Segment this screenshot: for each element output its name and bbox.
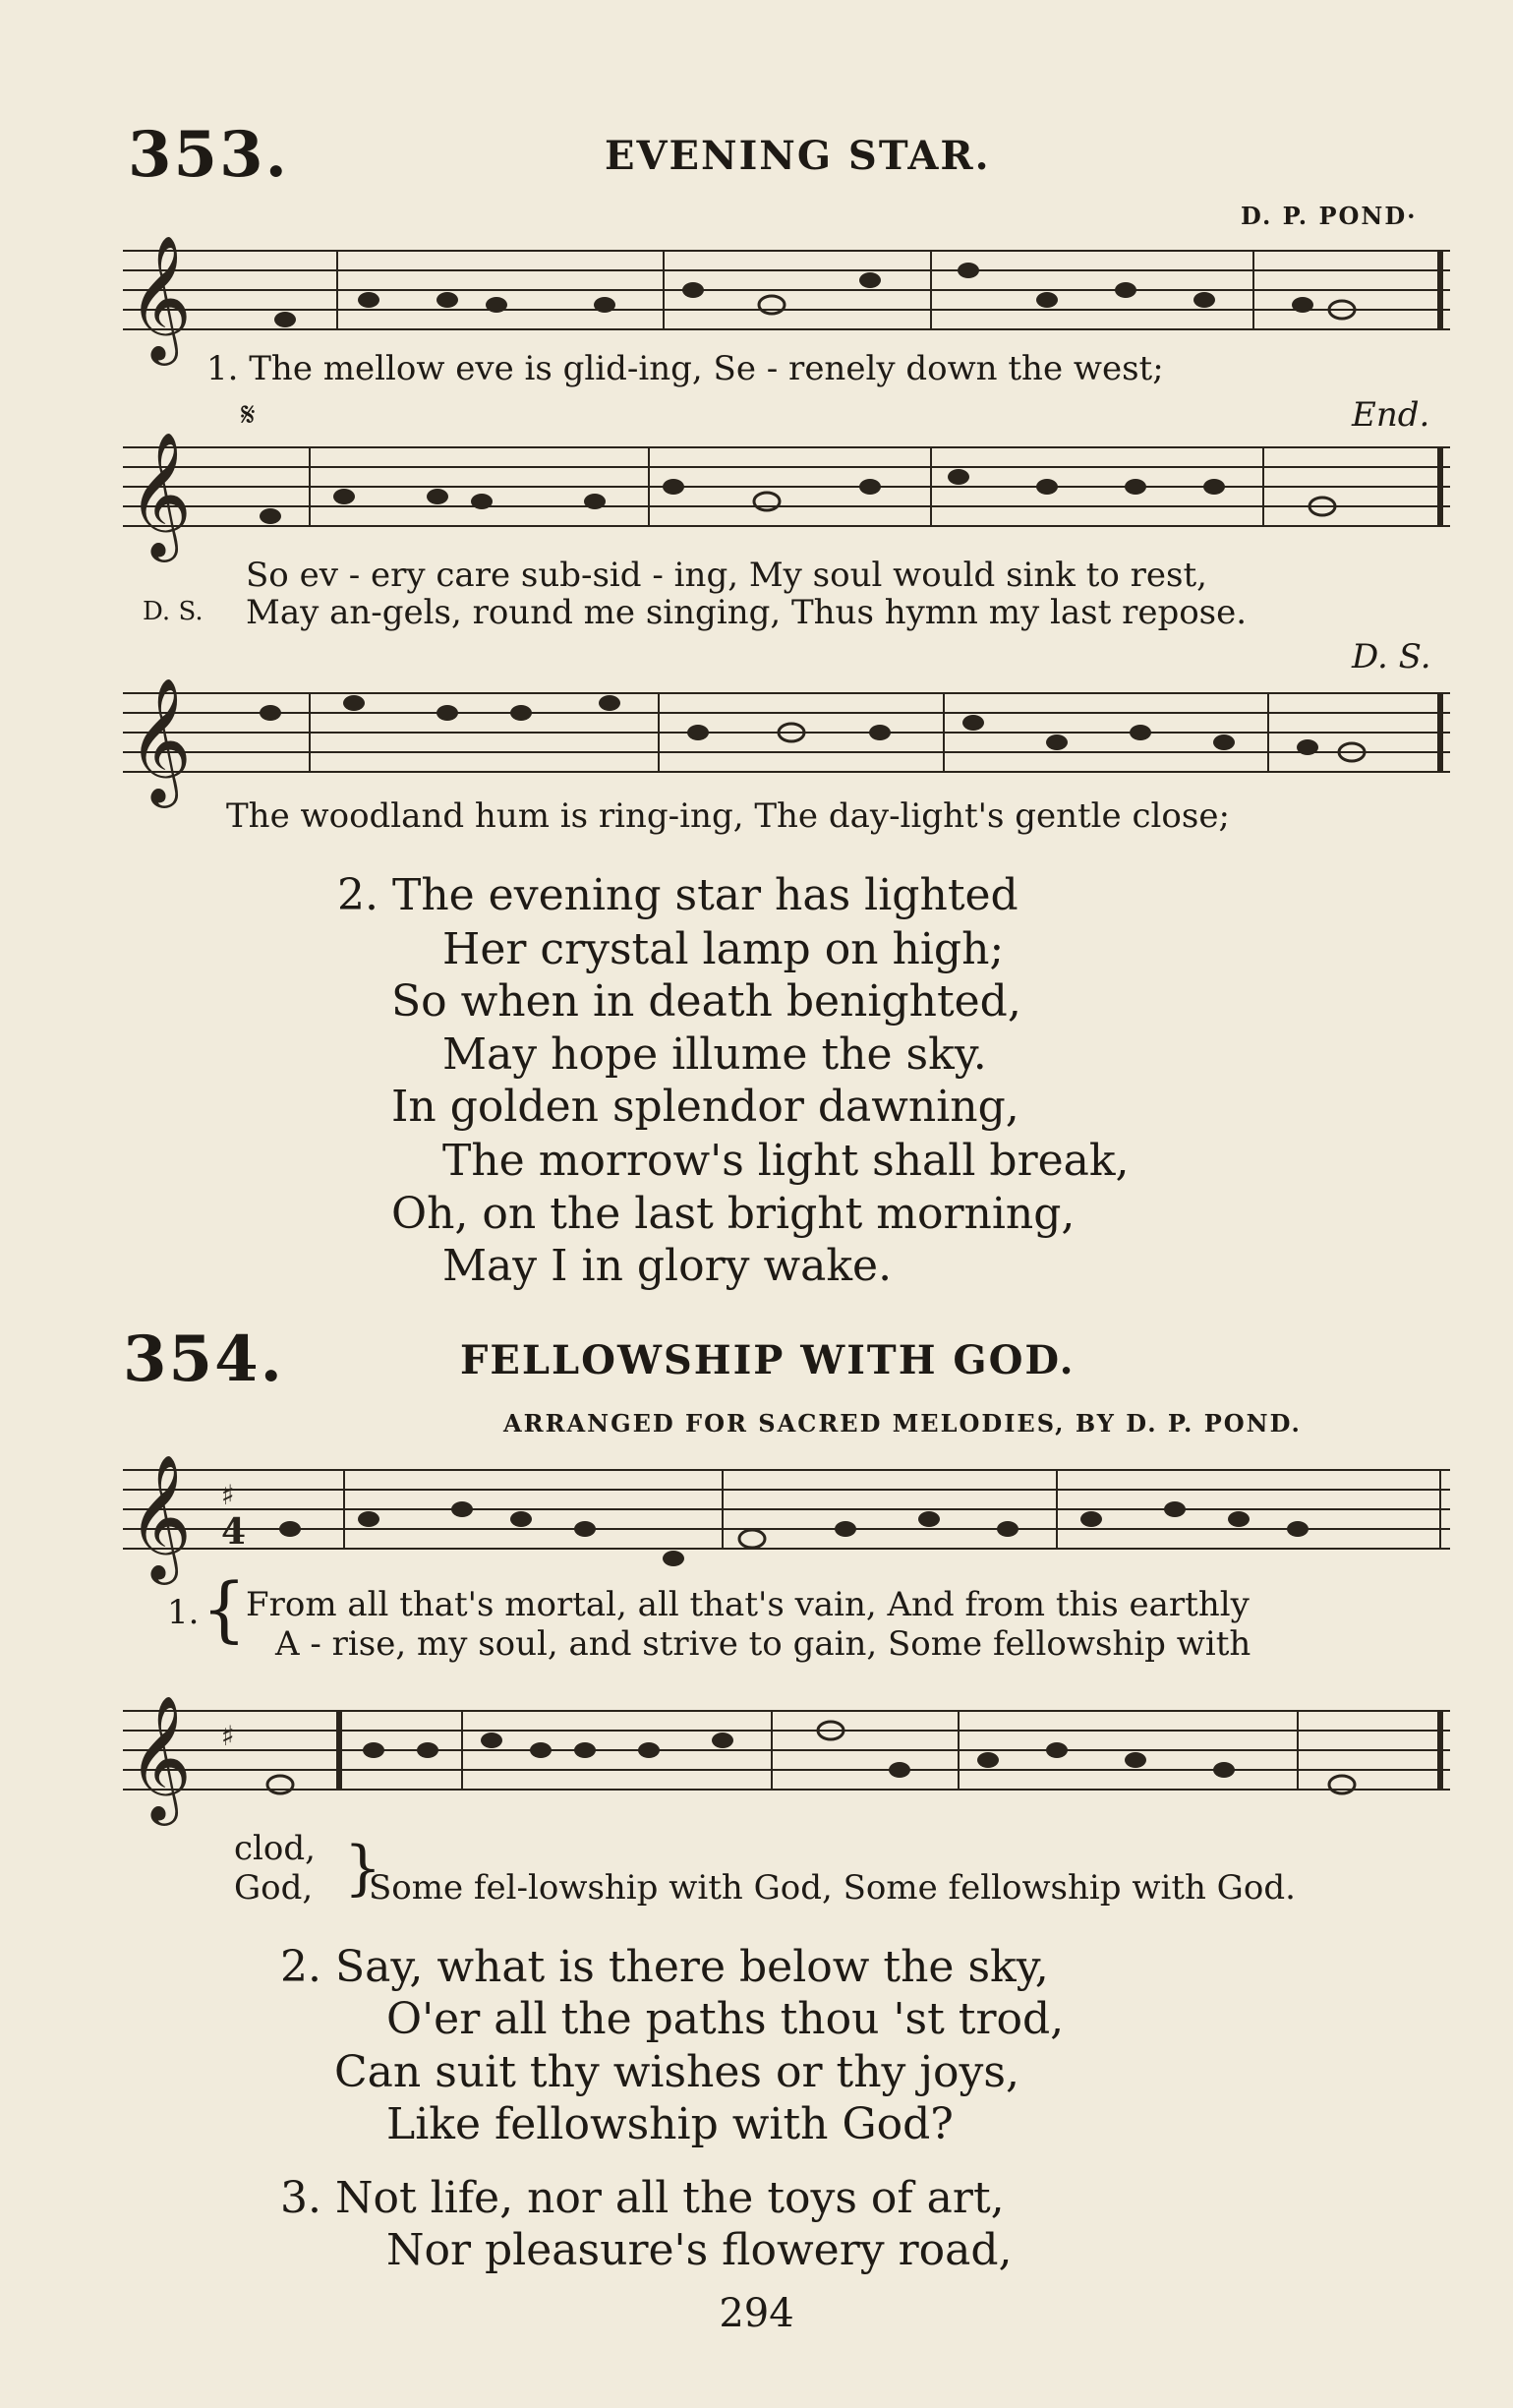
brace-icon: { (202, 1567, 247, 1650)
svg-text:𝄞: 𝄞 (128, 1455, 193, 1579)
hymn-353-lyric-line-3: May an-gels, round me singing, Thus hymn my last repose. (246, 593, 1248, 632)
verse-line: Her crystal lamp on high; (442, 924, 1005, 974)
hymn-354-title: FELLOWSHIP WITH GOD. (460, 1337, 1076, 1383)
verse-line: 2. The evening star has lighted (337, 870, 1018, 920)
verse-line: May hope illume the sky. (442, 1029, 987, 1080)
page-number: 294 (719, 2291, 794, 2336)
verse-line: Can suit thy wishes or thy joys, (334, 2047, 1019, 2097)
hymn-354-number: 354. (123, 1322, 284, 1396)
svg-text:𝄞: 𝄞 (128, 1696, 193, 1820)
hymn-353-title: EVENING STAR. (605, 133, 991, 179)
segno-mark: 𝄋 (241, 395, 256, 435)
verse-line: Nor pleasure's flowery road, (386, 2225, 1013, 2275)
verse-line: Oh, on the last bright morning, (391, 1189, 1076, 1239)
ds-mark: D. S. (1352, 637, 1431, 676)
hymn-354-lyric-line-1: From all that's mortal, all that's vain, And from this earthly (246, 1585, 1250, 1624)
verse-line: 3. Not life, nor all the toys of art, (280, 2173, 1005, 2223)
hymn-354-lyric-line-2: A - rise, my soul, and strive to gain, Some fellowship with (275, 1624, 1251, 1664)
verse-line: Like fellowship with God? (386, 2099, 954, 2149)
hymn-353-composer: D. P. POND· (1241, 202, 1418, 230)
end-mark: End. (1352, 395, 1430, 435)
svg-text:♯: ♯ (221, 1720, 235, 1752)
hymn-353-lyric-line-1: 1. The mellow eve is glid-ing, Se - renely down the west; (206, 349, 1164, 388)
verse-line: So when in death benighted, (391, 976, 1021, 1027)
hymn-354-arranger: ARRANGED FOR SACRED MELODIES, BY D. P. POND. (503, 1409, 1302, 1438)
hymn-354-verse-number: 1. (167, 1593, 200, 1632)
hymn-354-lyric-line-4: God, (234, 1868, 314, 1908)
svg-text:𝄞: 𝄞 (128, 678, 193, 802)
verse-line: May I in glory wake. (442, 1241, 893, 1291)
hymn-354-lyric-line-3: clod, (234, 1829, 316, 1868)
svg-text:𝄞: 𝄞 (128, 236, 193, 360)
ds-prefix: D. S. (143, 597, 204, 626)
brace-icon: } (344, 1834, 382, 1903)
verse-line: O'er all the paths thou 'st trod, (386, 1994, 1065, 2044)
svg-text:𝄞: 𝄞 (128, 433, 193, 557)
hymn-353-number: 353. (128, 118, 289, 192)
verse-line: 2. Say, what is there below the sky, (280, 1942, 1049, 1992)
svg-text:♯: ♯ (221, 1479, 235, 1511)
hymn-353-lyric-line-4: The woodland hum is ring-ing, The day-light's gentle close; (226, 796, 1230, 836)
verse-line: In golden splendor dawning, (391, 1082, 1019, 1132)
hymn-353-lyric-line-2: So ev - ery care sub-sid - ing, My soul would sink to rest, (246, 556, 1207, 595)
verse-line: The morrow's light shall break, (442, 1136, 1130, 1186)
svg-text:4: 4 (221, 1511, 247, 1553)
music-staff-354-1 (123, 1455, 1450, 1603)
music-staff-354-2 (123, 1696, 1450, 1844)
hymn-354-lyric-line-4b: Some fel-lowship with God, Some fellowship with God. (369, 1868, 1296, 1908)
